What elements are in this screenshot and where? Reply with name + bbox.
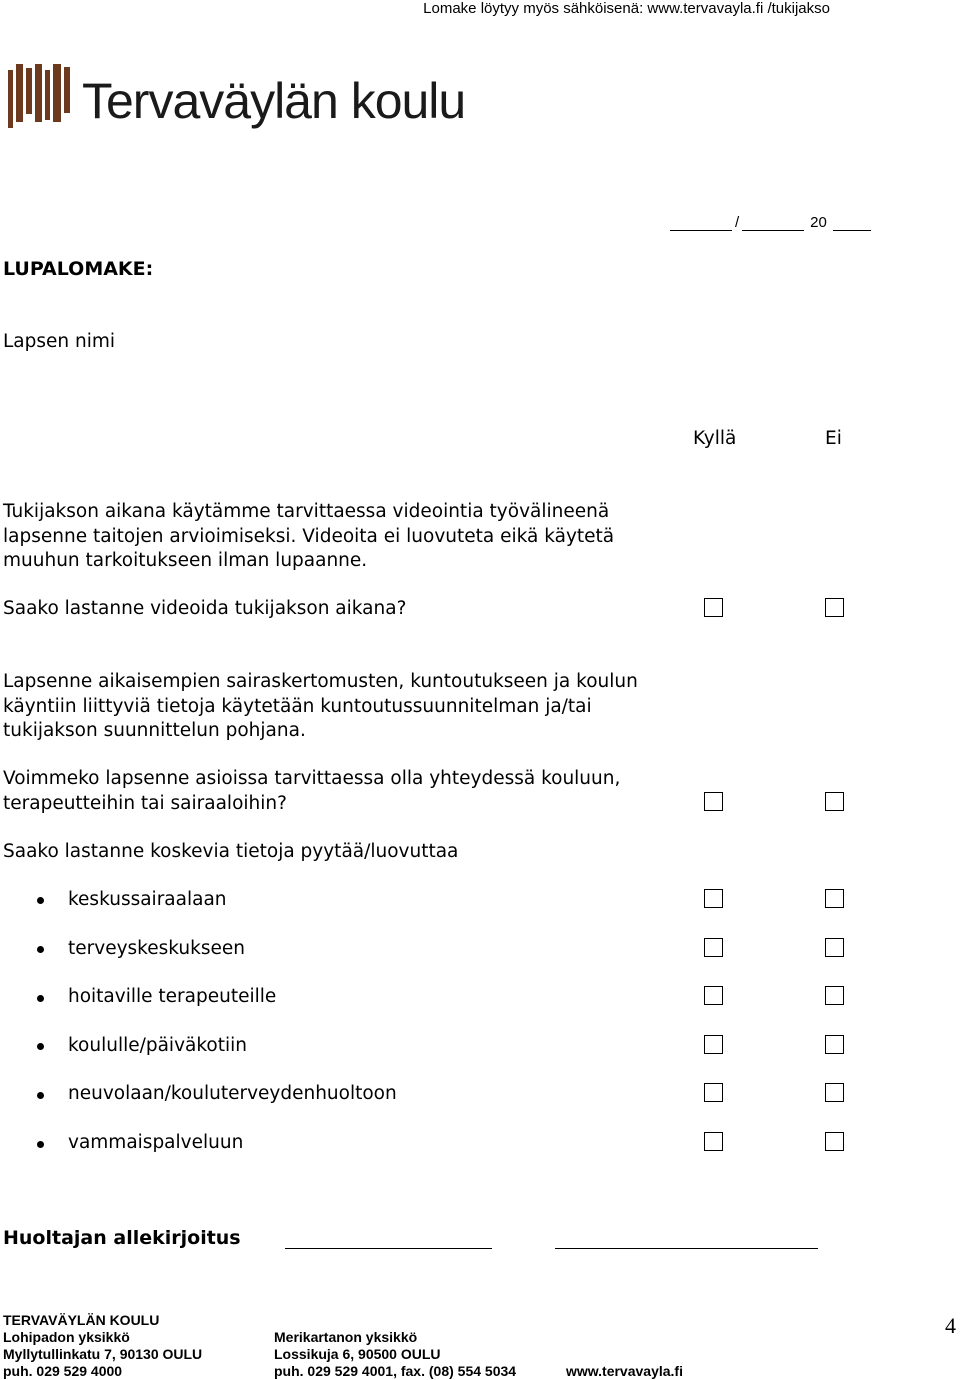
logo-text: Tervaväylän koulu	[82, 73, 466, 129]
footer-school: TERVAVÄYLÄN KOULU	[3, 1312, 160, 1328]
footer-unit2-name: Merikartanon yksikkö	[274, 1329, 418, 1345]
info-no-checkbox[interactable]	[825, 1035, 844, 1054]
question-video: Saako lastanne videoida tukijakson aikana?	[3, 598, 407, 619]
paragraph-line: terapeutteihin tai sairaaloihin?	[3, 792, 287, 814]
bullet-icon	[37, 946, 44, 953]
footer-unit2-phone: puh. 029 529 4001, fax. (08) 554 5034	[274, 1363, 517, 1379]
contact-yes-checkbox[interactable]	[704, 792, 723, 811]
paragraph-line: Voimmeko lapsenne asioissa tarvittaessa olla yhteydessä kouluun,	[3, 768, 621, 789]
video-yes-checkbox[interactable]	[704, 598, 723, 617]
date-month-blank[interactable]	[742, 216, 804, 231]
paragraph-line: Lapsenne aikaisempien sairaskertomusten, kuntoutukseen ja koulun	[3, 671, 638, 692]
video-paragraph	[3, 500, 643, 574]
question-contact	[3, 767, 643, 816]
bullet-icon	[37, 1092, 44, 1099]
bullet-icon	[37, 897, 44, 904]
form-title: LUPALOMAKE:	[3, 258, 154, 280]
footer-unit1-name: Lohipadon yksikkö	[3, 1329, 130, 1345]
child-name-label: Lapsen nimi	[3, 331, 116, 352]
info-target-label: koululle/päiväkotiin	[68, 1035, 247, 1056]
column-no: Ei	[825, 428, 842, 449]
contact-no-checkbox[interactable]	[825, 792, 844, 811]
column-yes: Kyllä	[693, 428, 737, 449]
info-yes-checkbox[interactable]	[704, 889, 723, 908]
paragraph-line: tukijakson suunnittelun pohjana.	[3, 720, 306, 741]
date-day-blank[interactable]	[670, 216, 732, 231]
page-number: 4	[945, 1313, 956, 1338]
bullet-icon	[37, 1043, 44, 1050]
date-separator: /	[735, 214, 740, 231]
signature-label: Huoltajan allekirjoitus	[3, 1227, 241, 1249]
paragraph-line: käyntiin liittyviä tietoja käytetään kuntoutussuunnitelman ja/tai	[3, 695, 592, 717]
info-target-label: terveyskeskukseen	[68, 938, 245, 959]
bullet-icon	[37, 995, 44, 1002]
signature-line[interactable]	[555, 1248, 818, 1249]
footer-unit1-address: Myllytullinkatu 7, 90130 OULU	[3, 1346, 203, 1362]
bullet-icon	[37, 1141, 44, 1148]
info-yes-checkbox[interactable]	[704, 1083, 723, 1102]
date-year-blank[interactable]	[833, 216, 871, 231]
date-year-prefix: 20	[810, 214, 827, 231]
info-no-checkbox[interactable]	[825, 986, 844, 1005]
info-no-checkbox[interactable]	[825, 1132, 844, 1151]
info-target-label: hoitaville terapeuteille	[68, 986, 277, 1007]
records-paragraph	[3, 670, 643, 744]
video-no-checkbox[interactable]	[825, 598, 844, 617]
info-yes-checkbox[interactable]	[704, 986, 723, 1005]
info-target-label: neuvolaan/kouluterveydenhuoltoon	[68, 1083, 397, 1104]
header-note: Lomake löytyy myös sähköisenä: www.tervavayla.fi /tukijakso	[423, 0, 830, 17]
info-no-checkbox[interactable]	[825, 938, 844, 957]
school-logo-icon	[8, 64, 74, 136]
signature-line[interactable]	[285, 1248, 492, 1249]
info-no-checkbox[interactable]	[825, 889, 844, 908]
info-yes-checkbox[interactable]	[704, 1035, 723, 1054]
paragraph-line: Tukijakson aikana käytämme tarvittaessa videointia työvälineenä	[3, 501, 610, 522]
footer-unit1-phone: puh. 029 529 4000	[3, 1363, 123, 1379]
paragraph-line: muuhun tarkoitukseen ilman lupaanne.	[3, 550, 368, 571]
date-field	[670, 214, 871, 231]
paragraph-line: lapsenne taitojen arvioimiseksi. Videoita ei luovuteta eikä käytetä	[3, 525, 615, 547]
info-yes-checkbox[interactable]	[704, 938, 723, 957]
info-yes-checkbox[interactable]	[704, 1132, 723, 1151]
info-no-checkbox[interactable]	[825, 1083, 844, 1102]
info-target-label: keskussairaalaan	[68, 889, 227, 910]
footer-unit2-address: Lossikuja 6, 90500 OULU	[274, 1346, 441, 1362]
question-info: Saako lastanne koskevia tietoja pyytää/luovuttaa	[3, 841, 459, 862]
footer-website[interactable]: www.tervavayla.fi	[566, 1363, 683, 1379]
info-target-label: vammaispalveluun	[68, 1132, 244, 1153]
